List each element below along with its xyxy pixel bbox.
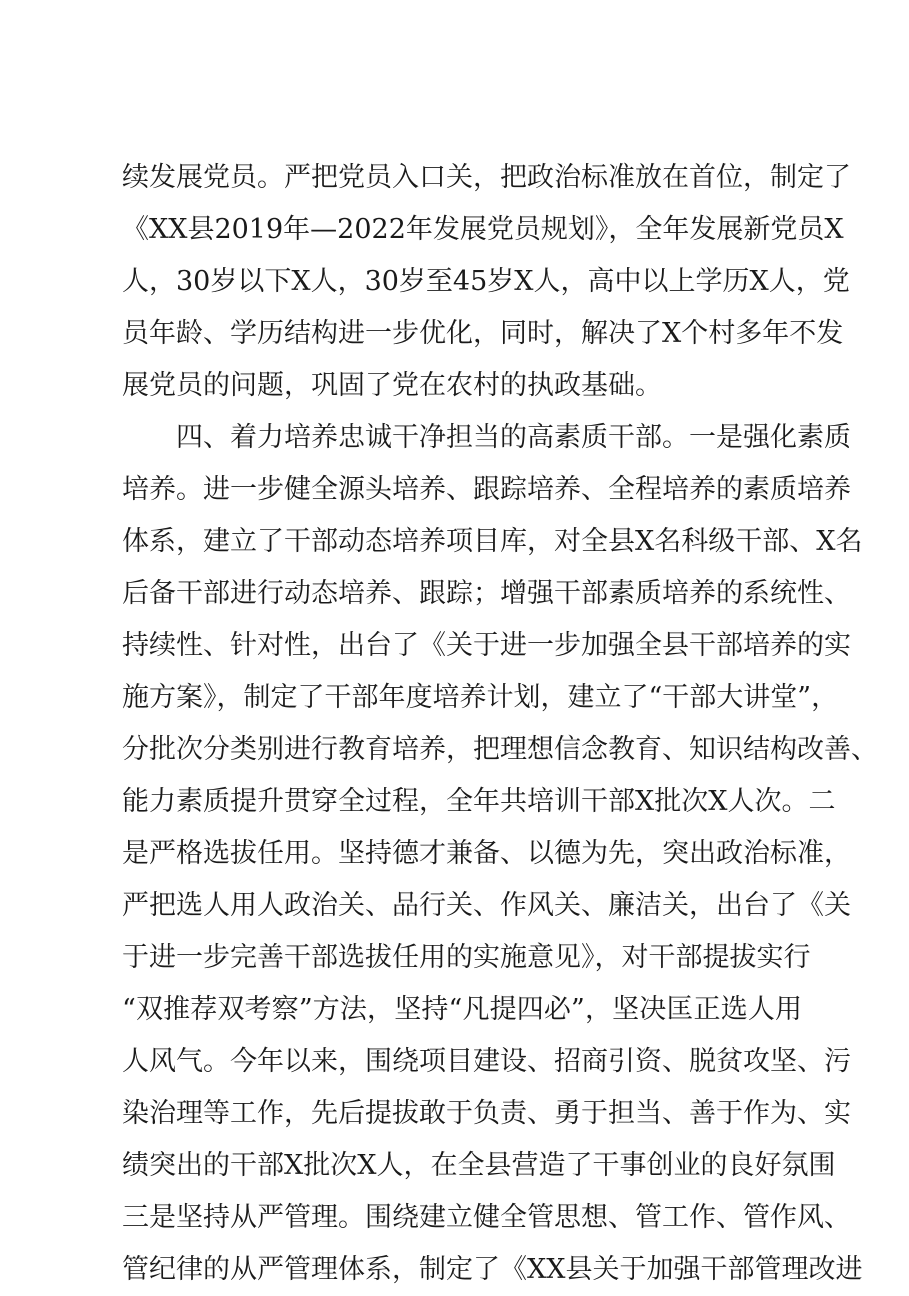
text-line: 人，30岁以下X人，30岁至45岁X人，高中以上学历X人，党 (122, 266, 850, 297)
text-line: 是严格选拔任用。坚持德才兼备、以德为先，突出政治标准， (122, 838, 851, 869)
body-text (122, 152, 878, 1296)
text-line: 四、着力培养忠诚干净担当的高素质干部。一是强化素质 (176, 422, 851, 453)
text-line: 后备干部进行动态培养、跟踪；增强干部素质培养的系统性、 (122, 578, 851, 609)
text-line: 施方案》，制定了干部年度培养计划，建立了“干部大讲堂”， (122, 682, 839, 713)
text-line: 分批次分类别进行教育培养，把理想信念教育、知识结构改善、 (122, 734, 878, 765)
text-line: 体系，建立了干部动态培养项目库，对全县X名科级干部、X名 (122, 526, 863, 557)
text-line: “双推荐双考察”方法，坚持“凡提四必”，坚决匡正选人用 (122, 994, 802, 1025)
text-line: 人风气。今年以来，围绕项目建设、招商引资、脱贫攻坚、污 (122, 1046, 851, 1077)
text-line: 《XX县2019年—2022年发展党员规划》，全年发展新党员X (122, 214, 844, 245)
text-line: 染治理等工作，先后提拔敢于负责、勇于担当、善于作为、实 (122, 1098, 851, 1129)
text-line: 绩突出的干部X批次X人，在全县营造了干事创业的良好氛围 (122, 1150, 836, 1181)
text-line: 严把选人用人政治关、品行关、作风关、廉洁关，出台了《关 (122, 890, 851, 921)
text-line: 能力素质提升贯穿全过程，全年共培训干部X批次X人次。二 (122, 786, 836, 817)
text-line: 三是坚持从严管理。围绕建立健全管思想、管工作、管作风、 (122, 1202, 851, 1233)
text-line: 管纪律的从严管理体系，制定了《XX县关于加强干部管理改进 (122, 1254, 863, 1285)
text-line: 于进一步完善干部选拔任用的实施意见》，对干部提拔实行 (122, 942, 811, 973)
text-line: 培养。进一步健全源头培养、跟踪培养、全程培养的素质培养 (122, 474, 851, 505)
text-line: 持续性、针对性，出台了《关于进一步加强全县干部培养的实 (122, 630, 851, 661)
text-line: 员年龄、学历结构进一步优化，同时，解决了X个村多年不发 (122, 318, 844, 349)
text-line: 展党员的问题，巩固了党在农村的执政基础。 (122, 370, 662, 401)
text-line: 续发展党员。严把党员入口关，把政治标准放在首位，制定了 (122, 162, 851, 193)
